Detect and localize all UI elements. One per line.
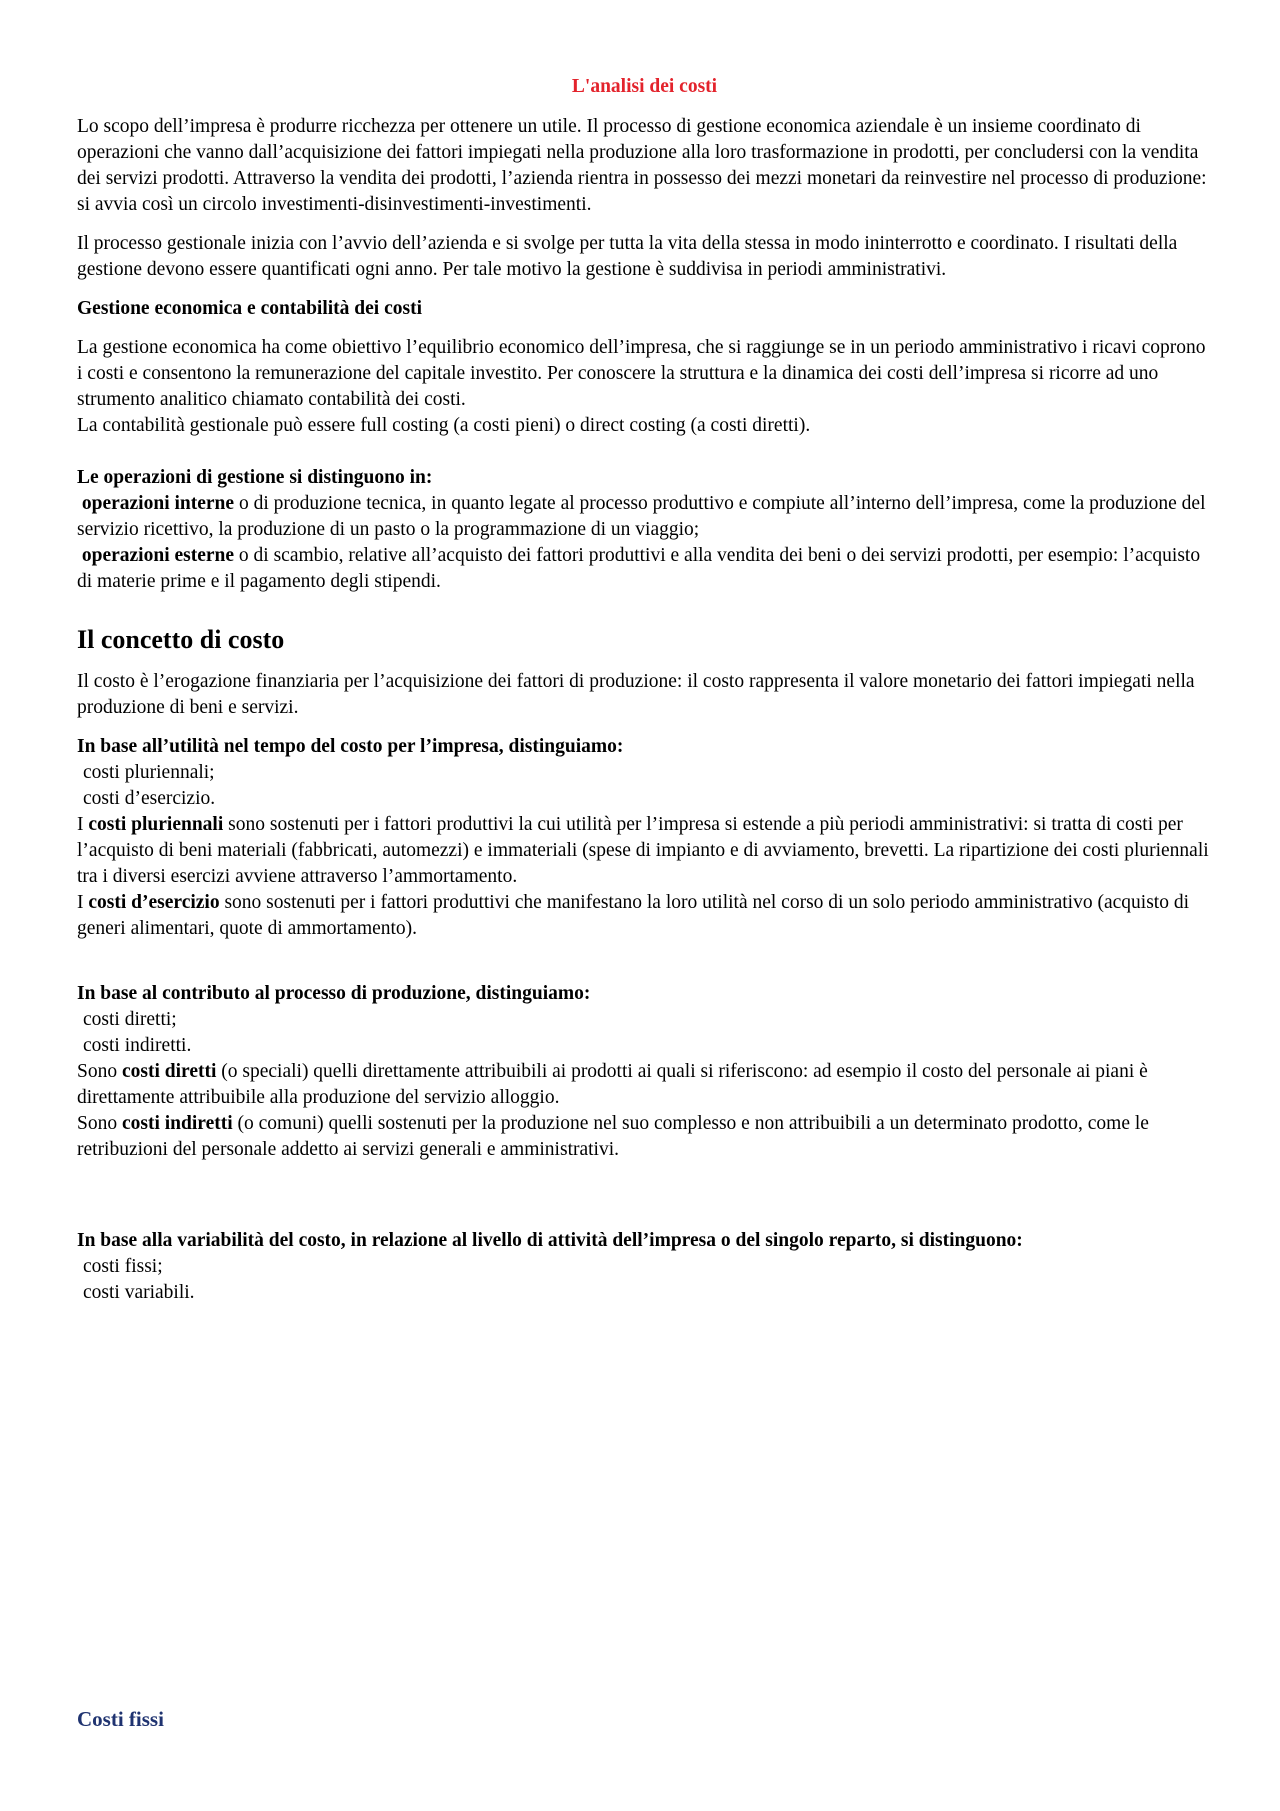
intro-paragraph-2: Il processo gestionale inizia con l’avvio dell’azienda e si svolge per tutta la vita della stessa in modo ininterrotto e coordinato. I risultati della gestione devono essere quantificati ogni anno. Per tale motivo la gestione è suddivisa in periodi amministrativi.: [77, 233, 1178, 280]
costi-pluriennali-paragraph: [77, 812, 1212, 890]
costi-esercizio-paragraph: [77, 890, 1212, 942]
prefix-text: I: [77, 814, 89, 835]
utilita-heading: In base all’utilità nel tempo del costo per l’impresa, distinguiamo:: [77, 736, 624, 757]
operazioni-interne-term: operazioni interne: [81, 493, 235, 514]
costi-indiretti-text: (o comuni) quelli sostenuti per la produzione nel suo complesso e non attribuibili a un determinato prodotto, come le retribuzioni del personale addetto ai servizi generali e amministrativi.: [77, 1113, 1149, 1160]
variabilita-heading: In base alla variabilità del costo, in relazione al livello di attività dell’impresa o del singolo reparto, si distinguono:: [77, 1230, 1023, 1251]
operazioni-esterne-term: operazioni esterne: [81, 545, 235, 566]
utilita-list-item: costi pluriennali;: [83, 762, 215, 783]
contributo-heading: In base al contributo al processo di produzione, distinguiamo:: [77, 983, 591, 1004]
costi-diretti-term: costi diretti: [121, 1061, 217, 1082]
costi-esercizio-text: sono sostenuti per i fattori produttivi che manifestano la loro utilità nel corso di un solo periodo amministrativo (acquisto di generi alimentari, quote di ammortamento).: [77, 892, 1189, 939]
costi-indiretti-paragraph: [77, 1111, 1212, 1163]
concetto-heading: Il concetto di costo: [77, 625, 285, 654]
utilita-list-item: costi d’esercizio.: [83, 788, 216, 809]
page-content: [77, 74, 1212, 1306]
costi-pluriennali-term: costi pluriennali: [88, 814, 224, 835]
prefix-text: Sono: [77, 1061, 122, 1082]
operazioni-interne-item: [77, 491, 1212, 543]
costi-fissi-heading: Costi fissi: [77, 1707, 164, 1731]
concetto-paragraph: Il costo è l’erogazione finanziaria per l’acquisizione dei fattori di produzione: il costo rappresenta il valore monetario dei fattori impiegati nella produzione di beni e servizi.: [77, 671, 1195, 718]
prefix-text: I: [77, 892, 89, 913]
operazioni-esterne-item: [77, 543, 1212, 595]
operazioni-esterne-text: o di scambio, relative all’acquisto dei fattori produttivi e alla vendita dei beni o dei servizi prodotti, per esempio: l’acquisto di materie prime e il pagamento degli stipendi.: [77, 545, 1201, 592]
contributo-list-item: costi indiretti.: [83, 1035, 192, 1056]
gestione-paragraph-2: La contabilità gestionale può essere full costing (a costi pieni) o direct costing (a costi diretti).: [77, 415, 811, 436]
costi-diretti-paragraph: [77, 1059, 1212, 1111]
gestione-paragraph-1: La gestione economica ha come obiettivo l’equilibrio economico dell’impresa, che si raggiunge se in un periodo amministrativo i ricavi coprono i costi e consentono la remunerazione del capitale investito. Per conoscere la struttura e la dinamica dei costi dell’impresa si ricorre ad uno strumento analitico chiamato contabilità dei costi.: [77, 337, 1206, 410]
costi-diretti-text: (o speciali) quelli direttamente attribuibili ai prodotti ai quali si riferiscono: ad esempio il costo del personale ai piani è direttamente attribuibile alla produzione del servizio alloggio.: [77, 1061, 1148, 1108]
costi-pluriennali-text: sono sostenuti per i fattori produttivi la cui utilità per l’impresa si estende a più periodi amministrativi: si tratta di costi per l’acquisto di beni materiali (fabbricati, automezzi) e immateriali (spese di impianto e di avviamento, brevetti. La ripartizione dei costi pluriennali tra i diversi esercizi avviene attraverso l’ammortamento.: [77, 814, 1209, 887]
costi-indiretti-term: costi indiretti: [121, 1113, 233, 1134]
operazioni-heading: Le operazioni di gestione si distinguono in:: [77, 467, 433, 488]
variabilita-list-item: costi fissi;: [83, 1256, 163, 1277]
operazioni-interne-text: o di produzione tecnica, in quanto legate al processo produttivo e compiute all’interno dell’impresa, come la produzione del servizio ricettivo, la produzione di un pasto o la programmazione di un viaggio;: [77, 493, 1206, 540]
contributo-list-item: costi diretti;: [83, 1009, 177, 1030]
document-title: L'analisi dei costi: [571, 76, 718, 97]
variabilita-list-item: costi variabili.: [83, 1282, 195, 1303]
intro-paragraph-1: Lo scopo dell’impresa è produrre ricchezza per ottenere un utile. Il processo di gestione economica aziendale è un insieme coordinato di operazioni che vanno dall’acquisizione dei fattori impiegati nella produzione alla loro trasformazione in prodotti, per concludersi con la vendita dei servizi prodotti. Attraverso la vendita dei prodotti, l’azienda rientra in possesso dei mezzi monetari da reinvestire nel processo di produzione: si avvia così un circolo investimenti-disinvestimenti-investimenti.: [77, 116, 1207, 215]
gestione-heading: Gestione economica e contabilità dei costi: [77, 298, 422, 319]
prefix-text: Sono: [77, 1113, 122, 1134]
costi-esercizio-term: costi d’esercizio: [88, 892, 220, 913]
